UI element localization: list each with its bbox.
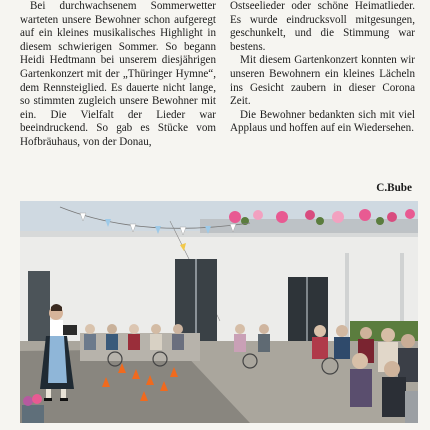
article-paragraph: Mit diesem Gartenkonzert konnten wir unseren Bewohnern ein kleines Lächeln ins Gesicht zaubern in dieser Corona Zeit.: [230, 54, 415, 108]
article-column-right: [230, 0, 415, 136]
article-paragraph: Bei durchwachsenem Sommerwetter warteten unsere Bewohner schon aufgeregt auf ein kleines musikalisches Highlight in diesem schwierigen Sommer. So begann Heidi Hedtmann bei unserem diesjährigen Gartenkonzert mit der „Thüringer Hymne“, dem Rennsteiglied. Es dauerte nicht lange, so stimmten zugleich unsere Bewohner mit ein. Die Vielfalt der Lieder war beeindruckend. So gab es Stücke vom Hofbräuhaus, von der Donau,: [20, 0, 216, 148]
photo-illustration: [20, 201, 418, 423]
window-left: [28, 271, 50, 341]
flower-pot: [22, 394, 44, 423]
author-byline: C.Bube: [376, 182, 412, 194]
garden-concert-photo: [20, 201, 418, 423]
article-column-left: [20, 0, 216, 150]
article-paragraph: Ostseelieder oder schöne Heimatlieder. Es wurde eindrucksvoll mitgesungen, geschunkelt, und die Stimmung war bestens.: [230, 0, 415, 53]
article-paragraph: Die Bewohner bedankten sich mit viel Applaus und hoffen auf ein Wiedersehen.: [230, 108, 415, 135]
